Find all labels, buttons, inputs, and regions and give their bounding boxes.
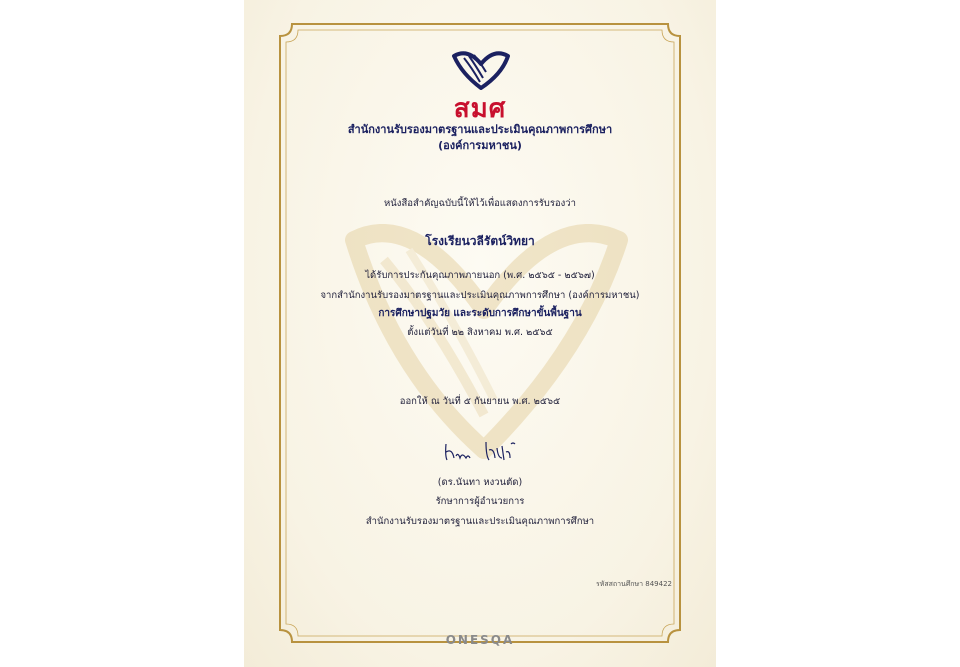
signer-name: (ดร.นันทา หงวนตัด) bbox=[437, 477, 523, 488]
issuing-agency: จากสำนักงานรับรองมาตรฐานและประเมินคุณภาพการศึกษา (องค์การมหาชน) bbox=[320, 290, 640, 301]
school-code: รหัสสถานศึกษา 849422 bbox=[595, 580, 672, 588]
onesqa-brand: ONESQA bbox=[445, 633, 515, 647]
school-name: โรงเรียนวลีรัตน์วิทยา bbox=[425, 234, 535, 248]
issue-date: ออกให้ ณ วันที่ ๕ กันยายน พ.ศ. ๒๕๖๕ bbox=[399, 396, 561, 407]
onesqa-logo-emblem bbox=[450, 48, 512, 90]
signer-office: สำนักงานรับรองมาตรฐานและประเมินคุณภาพการศึกษา bbox=[365, 516, 595, 527]
director-signature bbox=[440, 438, 530, 466]
org-type: (องค์การมหาชน) bbox=[438, 139, 522, 152]
assurance-period: ได้รับการประกันคุณภาพภายนอก (พ.ศ. ๒๕๖๕ - ๒๕๖๗) bbox=[365, 270, 595, 281]
certificate-paper bbox=[244, 0, 716, 667]
logo-text: สมศ bbox=[453, 94, 507, 124]
certificate-intro: หนังสือสำคัญฉบับนี้ให้ไว้เพื่อแสดงการรับรองว่า bbox=[384, 198, 576, 209]
education-level: การศึกษาปฐมวัย และระดับการศึกษาขั้นพื้นฐาน bbox=[378, 308, 582, 319]
effective-date: ตั้งแต่วันที่ ๒๒ สิงหาคม พ.ศ. ๒๕๖๕ bbox=[407, 327, 553, 338]
signer-title: รักษาการผู้อำนวยการ bbox=[435, 496, 525, 507]
org-name: สำนักงานรับรองมาตรฐานและประเมินคุณภาพการศึกษา bbox=[347, 123, 613, 136]
